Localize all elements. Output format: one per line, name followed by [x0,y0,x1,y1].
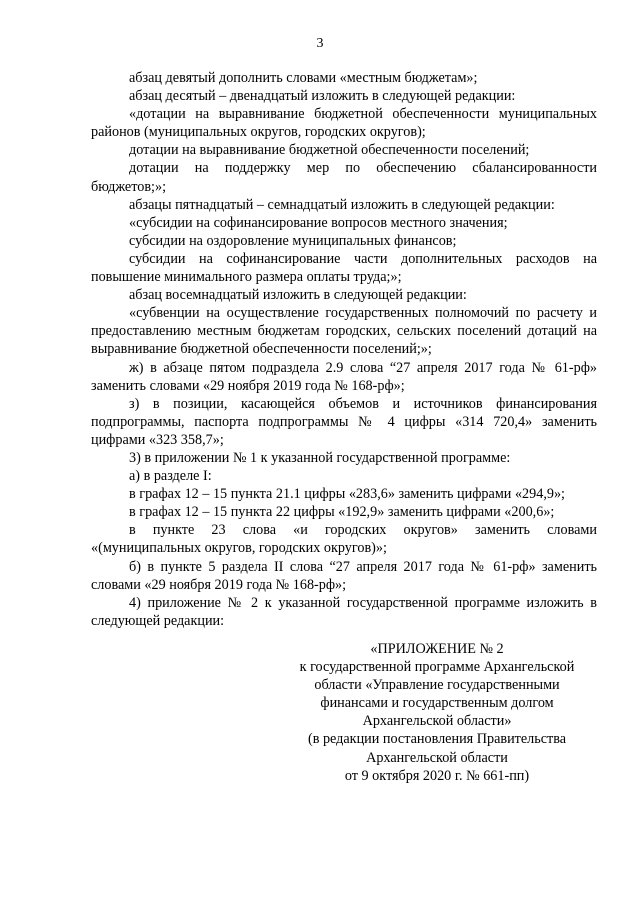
appendix-line: от 9 октября 2020 г. № 661-пп) [344,767,530,784]
appendix-line: (в редакции постановления Правительства [307,731,567,748]
paragraph: дотации на выравнивание бюджетной обеспеченности поселений; [129,142,530,159]
paragraph: а) в разделе I: [129,468,212,485]
paragraph: субсидии на софинансирование части дополнительных расходов на повышение минимального размера оплаты труда;»; [91,250,597,286]
paragraph: абзац десятый – двенадцатый изложить в следующей редакции: [129,88,516,105]
appendix-line: области «Управление государственными [314,677,560,694]
document-body [91,69,597,630]
paragraph: субсидии на оздоровление муниципальных финансов; [129,232,457,249]
paragraph: 3) в приложении № 1 к указанной государственной программе: [129,449,511,466]
paragraph: «субвенции на осуществление государственных полномочий по расчету и предоставлению местным бюджетам городских, сельских поселений дотаций на выравнивание бюджетной обеспеченности поселений;»; [91,305,597,358]
paragraph: дотации на поддержку мер по обеспечению сбалансированности бюджетов;»; [91,160,597,195]
page-number: 3 [316,36,324,51]
paragraph: 4) приложение № 2 к указанной государственной программе изложить в следующей редакции: [91,594,597,629]
paragraph: абзац девятый дополнить словами «местным бюджетам»; [129,70,478,86]
appendix-line: Архангельской области» [362,713,512,730]
paragraph: в пункте 23 слова «и городских округов» заменить словами «(муниципальных округов, городских округов)»; [91,522,597,557]
paragraph: ж) в абзаце пятом подраздела 2.9 слова “27 апреля 2017 года № 61-рф» заменить словами «29 ноября 2019 года № 168-рф»; [91,359,597,394]
paragraph: б) в пункте 5 раздела II слова “27 апреля 2017 года № 61-рф» заменить словами «29 ноября 2019 года № 168-рф»; [91,558,597,593]
paragraph: абзацы пятнадцатый – семнадцатый изложить в следующей редакции: [129,196,555,213]
appendix-line: «ПРИЛОЖЕНИЕ № 2 [370,641,504,657]
paragraph: «субсидии на софинансирование вопросов местного значения; [129,214,508,231]
paragraph: абзац восемнадцатый изложить в следующей редакции: [129,287,467,304]
appendix-line: финансами и государственным долгом [320,695,554,712]
paragraph: в графах 12 – 15 пункта 22 цифры «192,9» заменить цифрами «200,6»; [129,504,555,521]
appendix-heading [272,640,602,785]
appendix-line: к государственной программе Архангельской [299,659,575,676]
paragraph: в графах 12 – 15 пункта 21.1 цифры «283,6» заменить цифрами «294,9»; [129,486,565,503]
paragraph: з) в позиции, касающейся объемов и источников финансирования подпрограммы, паспорта подпрограммы № 4 цифры «314 720,4» заменить цифрами «323 358,7»; [91,395,597,448]
appendix-line: Архангельской области [366,749,508,766]
paragraph: «дотации на выравнивание бюджетной обеспеченности муниципальных районов (муниципальных округов, городских округов); [91,106,597,141]
